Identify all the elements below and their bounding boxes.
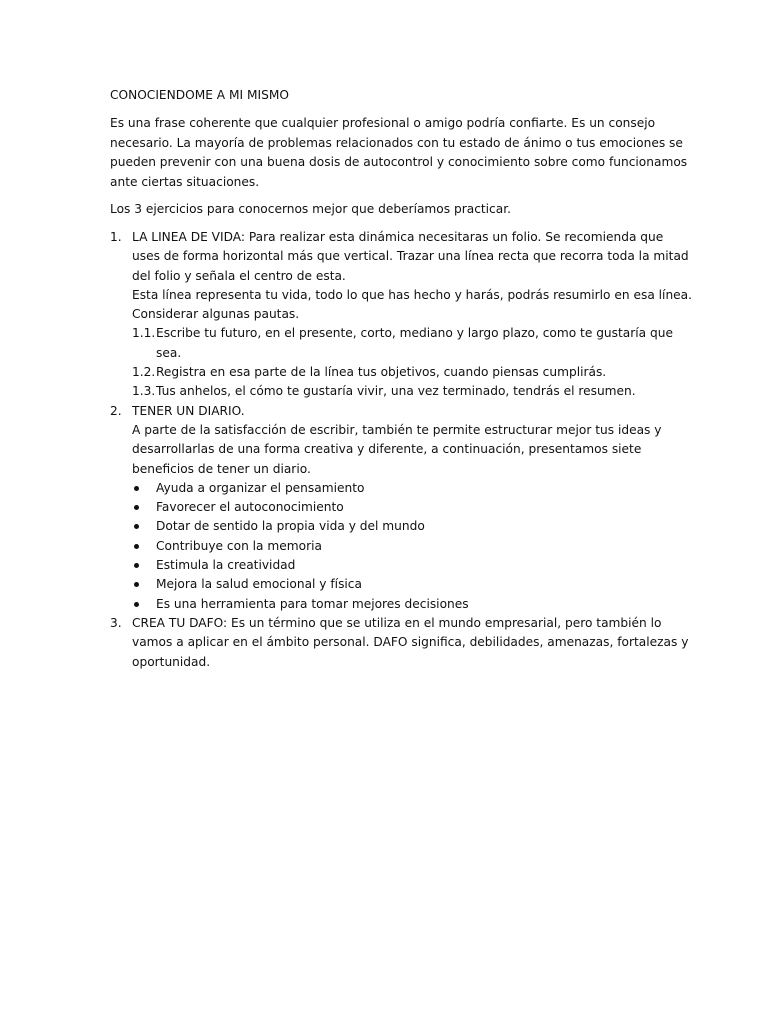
list-item (132, 575, 658, 594)
subitem-1-1 (110, 324, 673, 363)
bullet-icon (134, 486, 139, 491)
intro-paragraph (110, 114, 688, 192)
subitem-1-2 (110, 363, 658, 382)
item-line: desarrollarlas de una forma creativa y diferente, a continuación, presentamos siete (132, 442, 642, 457)
bullet-icon (134, 602, 139, 607)
paragraph-line: Es una frase coherente que cualquier profesional o amigo podría confiarte. Es un consejo (110, 116, 656, 130)
list-item-text: Contribuye con la memoria (156, 538, 322, 553)
item-line: uses de forma horizontal más que vertical. Trazar una línea recta que recorra toda la mitad (132, 249, 689, 264)
item-number: 1. (110, 230, 122, 244)
list-item-text: Mejora la salud emocional y física (156, 577, 362, 592)
list-item-text: Dotar de sentido la propia vida y del mundo (156, 519, 425, 534)
subitem-number: 1.3. (132, 384, 156, 399)
list-item-text: Estimula la creatividad (156, 558, 296, 573)
item-line: del folio y señala el centro de esta. (132, 268, 346, 283)
bullet-icon (134, 544, 139, 549)
subitem-number: 1.2. (132, 365, 156, 380)
list-item (132, 537, 658, 556)
list-item-text: Es una herramienta para tomar mejores decisiones (156, 596, 469, 611)
item-line: A parte de la satisfacción de escribir, también te permite estructurar mejor tus ideas y (132, 422, 662, 437)
subitem-line: sea. (156, 345, 182, 360)
list-item (132, 479, 658, 498)
item-line: LA LINEA DE VIDA: Para realizar esta dinámica necesitaras un folio. Se recomienda que (132, 230, 664, 244)
item-line: Esta línea representa tu vida, todo lo que has hecho y harás, podrás resumirlo en esa línea. (132, 287, 693, 302)
exercise-item-1 (110, 228, 693, 402)
list-item (132, 517, 658, 536)
document-title: CONOCIENDOME A MI MISMO (110, 88, 289, 102)
document-body (110, 86, 693, 672)
subitem-line: Registra en esa parte de la línea tus objetivos, cuando piensas cumplirás. (156, 365, 607, 380)
item-number: 3. (110, 615, 122, 630)
list-item-text: Ayuda a organizar el pensamiento (156, 480, 365, 495)
list-item (132, 498, 658, 517)
benefits-list (132, 479, 658, 614)
item-line: Considerar algunas pautas. (132, 307, 300, 322)
bullet-icon (134, 563, 139, 568)
list-item (132, 595, 658, 614)
subitem-line: Escribe tu futuro, en el presente, corto, mediano y largo plazo, como te gustaría que (156, 326, 673, 341)
exercises-intro: Los 3 ejercicios para conocernos mejor que deberíamos practicar. (110, 202, 511, 216)
paragraph-line: ante ciertas situaciones. (110, 174, 260, 189)
bullet-icon (134, 505, 139, 510)
list-item (132, 556, 658, 575)
item-number: 2. (110, 403, 122, 418)
exercise-item-3 (110, 614, 689, 672)
item-line: TENER UN DIARIO. (132, 403, 245, 418)
bullet-icon (134, 582, 139, 587)
subitem-line: Tus anhelos, el cómo te gustaría vivir, una vez terminado, tendrás el resumen. (156, 384, 636, 399)
exercise-item-2 (110, 402, 662, 614)
paragraph-line: necesario. La mayoría de problemas relacionados con tu estado de ánimo o tus emociones se (110, 135, 683, 150)
item-line: vamos a aplicar en el ámbito personal. DAFO significa, debilidades, amenazas, fortalezas y (132, 635, 689, 650)
bullet-icon (134, 524, 139, 529)
paragraph-line: pueden prevenir con una buena dosis de autocontrol y conocimiento sobre como funcionamos (110, 155, 688, 169)
item-line: oportunidad. (132, 654, 211, 669)
subitem-1-3 (110, 382, 658, 401)
item-line: beneficios de tener un diario. (132, 461, 311, 476)
list-item-text: Favorecer el autoconocimiento (156, 500, 344, 515)
item-line: CREA TU DAFO: Es un término que se utiliza en el mundo empresarial, pero también lo (132, 615, 662, 630)
subitem-number: 1.1. (132, 326, 156, 341)
